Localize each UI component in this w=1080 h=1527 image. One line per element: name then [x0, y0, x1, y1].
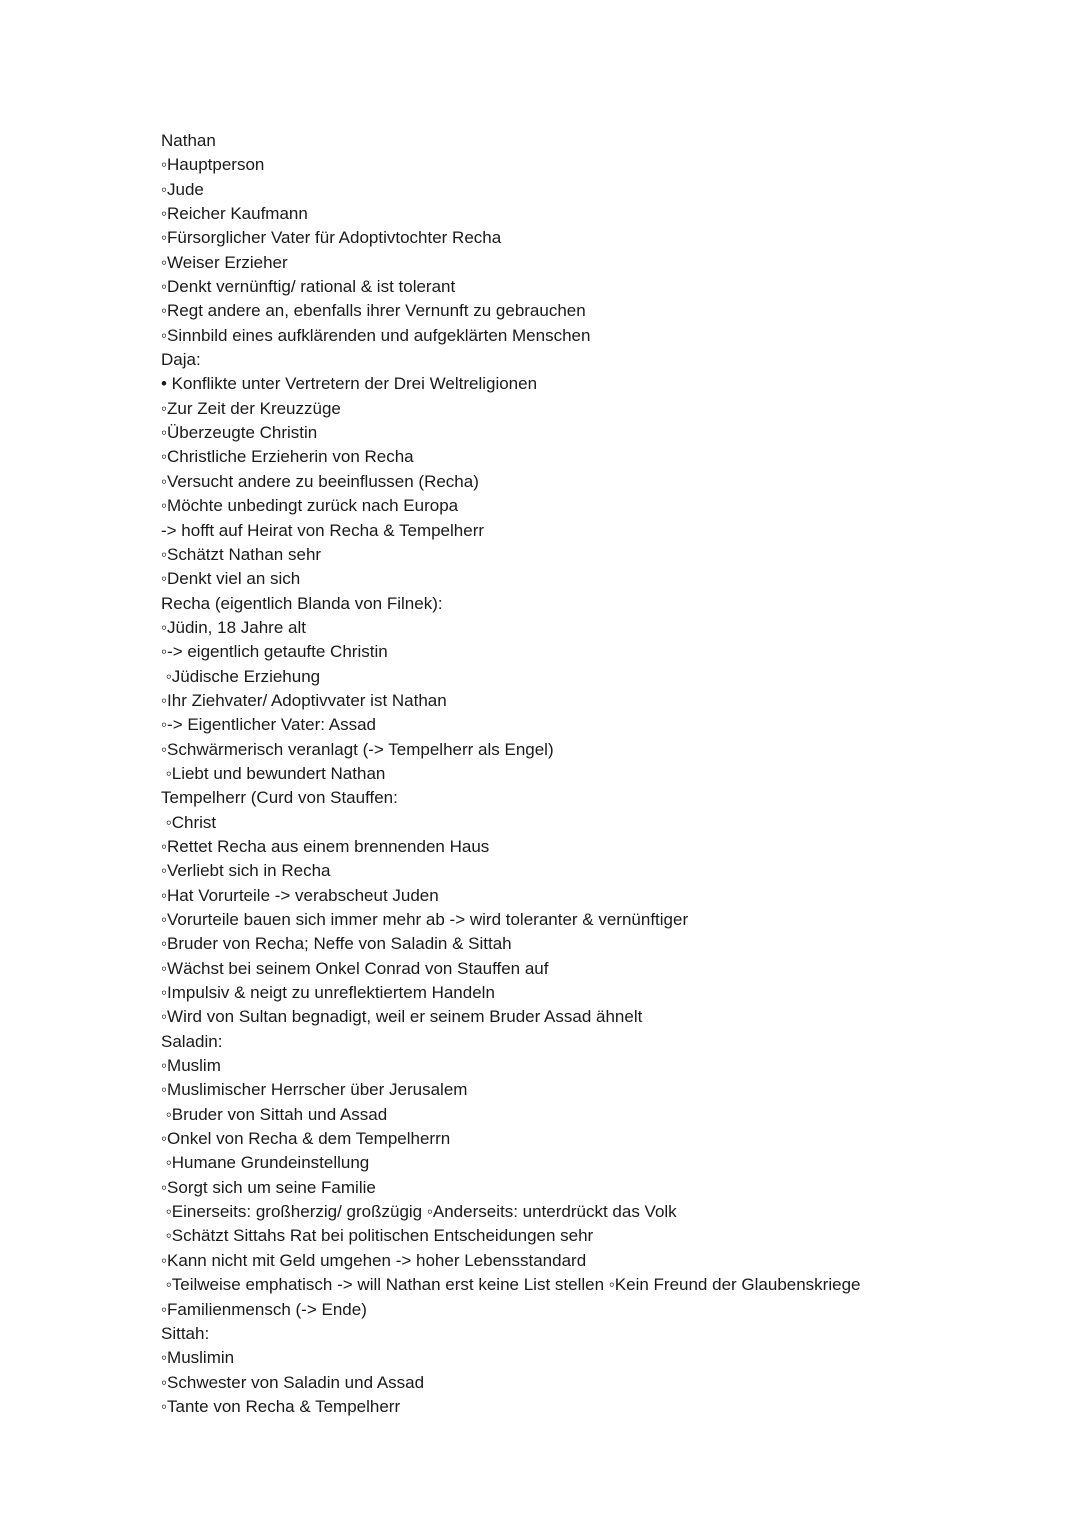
text-line: ◦Wird von Sultan begnadigt, weil er seinem Bruder Assad ähnelt	[161, 1007, 643, 1027]
text-line: Nathan	[161, 131, 216, 150]
text-line: ◦Muslimin	[161, 1348, 235, 1368]
text-line: Daja:	[161, 350, 201, 370]
text-line: • Konflikte unter Vertretern der Drei Weltreligionen	[161, 374, 538, 394]
text-line: -> hofft auf Heirat von Recha & Tempelherr	[161, 520, 485, 540]
text-line: ◦Liebt und bewundert Nathan	[161, 763, 386, 783]
text-line: ◦Überzeugte Christin	[161, 423, 318, 443]
text-line: ◦Möchte unbedingt zurück nach Europa	[161, 496, 459, 516]
text-line: ◦Bruder von Sittah und Assad	[161, 1104, 388, 1124]
document-body	[161, 129, 1041, 1419]
text-line: ◦Weiser Erzieher	[161, 252, 288, 272]
text-line: ◦Christliche Erzieherin von Recha	[161, 447, 414, 467]
text-line: Sittah:	[161, 1323, 210, 1343]
text-line: ◦Wächst bei seinem Onkel Conrad von Stauffen auf	[161, 958, 549, 978]
text-line: ◦Denkt vernünftig/ rational & ist tolerant	[161, 277, 456, 297]
text-line: ◦Muslim	[161, 1056, 221, 1076]
text-line: ◦Ihr Ziehvater/ Adoptivvater ist Nathan	[161, 690, 447, 710]
text-line: ◦Jüdin, 18 Jahre alt	[161, 617, 306, 637]
text-line: ◦Rettet Recha aus einem brennenden Haus	[161, 836, 490, 856]
text-line: ◦Schätzt Sittahs Rat bei politischen Entscheidungen sehr	[161, 1226, 594, 1246]
text-line: ◦Kann nicht mit Geld umgehen -> hoher Lebensstandard	[161, 1250, 587, 1270]
text-line: ◦Humane Grundeinstellung	[161, 1153, 370, 1173]
text-line: ◦Christ	[161, 812, 217, 832]
text-line: ◦Jüdische Erziehung	[161, 666, 321, 686]
text-line: ◦Hauptperson	[161, 155, 265, 175]
text-line: ◦Sinnbild eines aufklärenden und aufgeklärten Menschen	[161, 325, 591, 345]
text-line: Recha (eigentlich Blanda von Filnek):	[161, 593, 443, 613]
text-line: ◦Schwärmerisch veranlagt (-> Tempelherr als Engel)	[161, 739, 554, 759]
text-line: ◦Tante von Recha & Tempelherr	[161, 1396, 401, 1416]
text-line: ◦Denkt viel an sich	[161, 569, 301, 589]
text-line: ◦Teilweise emphatisch -> will Nathan erst keine List stellen ◦Kein Freund der Glaubenskriege	[161, 1275, 861, 1295]
text-line: ◦-> Eigentlicher Vater: Assad	[161, 715, 377, 735]
text-line: ◦Onkel von Recha & dem Tempelherrn	[161, 1129, 451, 1149]
text-line: ◦Schätzt Nathan sehr	[161, 544, 322, 564]
text-line: ◦Bruder von Recha; Neffe von Saladin & Sittah	[161, 934, 512, 954]
text-line: ◦Muslimischer Herrscher über Jerusalem	[161, 1080, 468, 1100]
text-line: ◦Einerseits: großherzig/ großzügig ◦Anderseits: unterdrückt das Volk	[161, 1202, 677, 1222]
text-line: ◦Fürsorglicher Vater für Adoptivtochter Recha	[161, 228, 502, 248]
text-line: ◦Schwester von Saladin und Assad	[161, 1372, 425, 1392]
text-line: ◦Versucht andere zu beeinflussen (Recha)	[161, 471, 479, 491]
text-line: Saladin:	[161, 1031, 223, 1051]
text-line: Tempelherr (Curd von Stauffen:	[161, 788, 398, 808]
text-line: ◦Jude	[161, 179, 204, 199]
text-line: ◦Reicher Kaufmann	[161, 204, 308, 224]
text-line: ◦Familienmensch (-> Ende)	[161, 1299, 367, 1319]
text-line: ◦-> eigentlich getaufte Christin	[161, 642, 388, 662]
text-line: ◦Impulsiv & neigt zu unreflektiertem Handeln	[161, 983, 495, 1003]
text-line: ◦Sorgt sich um seine Familie	[161, 1177, 376, 1197]
text-line: ◦Regt andere an, ebenfalls ihrer Vernunft zu gebrauchen	[161, 301, 586, 321]
text-line: ◦Hat Vorurteile -> verabscheut Juden	[161, 885, 439, 905]
text-line: ◦Vorurteile bauen sich immer mehr ab -> wird toleranter & vernünftiger	[161, 910, 689, 929]
text-line: ◦Verliebt sich in Recha	[161, 861, 331, 881]
text-line: ◦Zur Zeit der Kreuzzüge	[161, 398, 341, 418]
